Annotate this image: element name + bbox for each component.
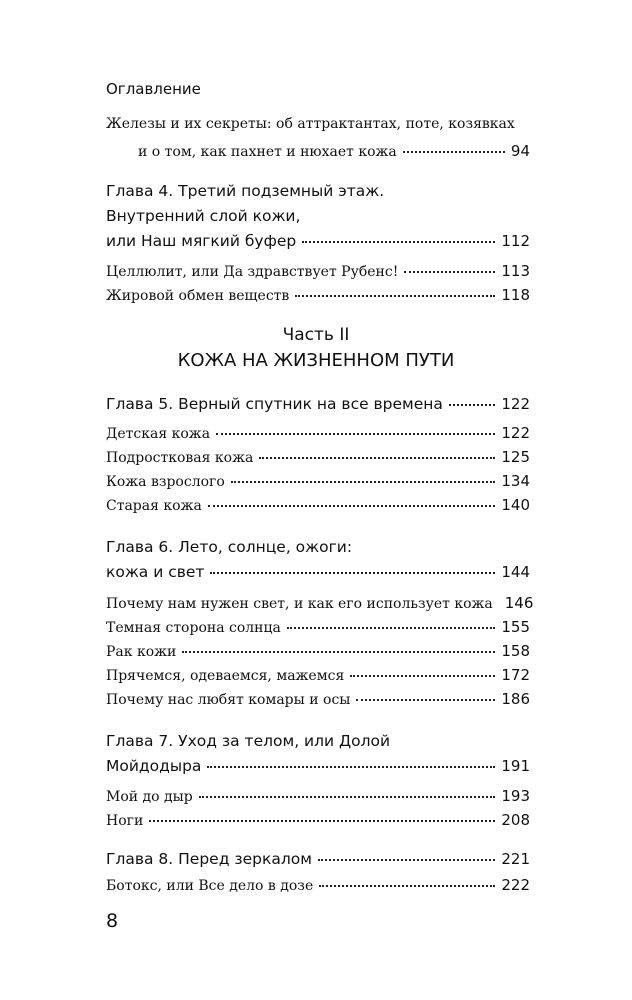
leader-dots xyxy=(302,241,495,243)
toc-entry-text: Кожа взрослого xyxy=(106,474,225,490)
leader-dots xyxy=(319,885,495,887)
toc-entry-text: Ноги xyxy=(106,813,144,829)
leader-dots xyxy=(210,572,495,574)
toc-entry-text: Глава 5. Верный спутник на все времена xyxy=(106,395,443,413)
page-ref: 155 xyxy=(501,618,530,636)
toc-chapter-6[interactable] xyxy=(106,563,530,581)
toc-entry-glands-line1: Железы и их секреты: об аттрактантах, поте, козявках xyxy=(106,116,515,132)
toc-entry-text: Старая кожа xyxy=(106,498,202,514)
page-ref: 158 xyxy=(501,642,530,660)
leader-dots xyxy=(149,820,495,822)
page-number: 8 xyxy=(106,910,119,932)
page-ref: 134 xyxy=(501,472,530,490)
leader-dots xyxy=(207,766,495,768)
toc-entry-text: Рак кожи xyxy=(106,644,177,660)
toc-entry-glands[interactable] xyxy=(138,142,530,160)
toc-entry-text: Жировой обмен веществ xyxy=(106,288,290,304)
leader-dots xyxy=(449,404,495,406)
toc-entry-adult-skin[interactable] xyxy=(106,472,530,490)
toc-entry-old-skin[interactable] xyxy=(106,496,530,514)
page-ref: 140 xyxy=(501,496,530,514)
toc-entry-child-skin[interactable] xyxy=(106,424,530,442)
leader-dots xyxy=(231,481,496,483)
part-title: КОЖА НА ЖИЗНЕННОМ ПУТИ xyxy=(177,350,455,371)
page-ref: 122 xyxy=(501,424,530,442)
toc-entry-cellulite[interactable] xyxy=(106,262,530,280)
page-ref: 112 xyxy=(501,232,530,250)
toc-entry-text: Мой до дыр xyxy=(106,789,193,805)
chapter-6-title-line1: Глава 6. Лето, солнце, ожоги: xyxy=(106,538,353,556)
chapter-4-title-line2: Внутренний слой кожи, xyxy=(106,207,301,225)
leader-dots xyxy=(403,151,505,153)
page-ref: 125 xyxy=(501,448,530,466)
leader-dots xyxy=(287,627,496,629)
page-ref: 146 xyxy=(504,594,534,612)
part-label: Часть II xyxy=(282,325,350,345)
chapter-7-title-line1: Глава 7. Уход за телом, или Долой xyxy=(106,732,391,750)
toc-entry-text: Темная сторона солнца xyxy=(106,620,281,636)
toc-entry-text: кожа и свет xyxy=(106,563,205,581)
leader-dots xyxy=(216,433,495,435)
page-ref: 172 xyxy=(501,666,530,684)
toc-entry-fat-metabolism[interactable] xyxy=(106,286,530,304)
toc-entry-feet[interactable] xyxy=(106,811,530,829)
page-ref: 118 xyxy=(501,286,530,304)
page-ref: 193 xyxy=(501,787,530,805)
leader-dots xyxy=(199,796,496,798)
leader-dots xyxy=(356,699,495,701)
leader-dots xyxy=(318,859,495,861)
page-ref: 113 xyxy=(501,262,530,280)
toc-entry-text: Подростковая кожа xyxy=(106,450,254,466)
page-ref: 191 xyxy=(501,757,530,775)
running-header: Оглавление xyxy=(106,80,201,98)
page-ref: 94 xyxy=(510,142,530,160)
toc-entry-text: или Наш мягкий буфер xyxy=(106,232,297,250)
toc-entry-text: и о том, как пахнет и нюхает кожа xyxy=(138,144,397,160)
toc-chapter-8[interactable] xyxy=(106,850,530,868)
toc-chapter-4[interactable] xyxy=(106,232,530,250)
chapter-4-title-line1: Глава 4. Третий подземный этаж. xyxy=(106,182,385,200)
toc-entry-skin-cancer[interactable] xyxy=(106,642,530,660)
toc-entry-text: Прячемся, одеваемся, мажемся xyxy=(106,668,345,684)
toc-entry-teen-skin[interactable] xyxy=(106,448,530,466)
page-ref: 221 xyxy=(501,850,530,868)
toc-entry-hide-dress[interactable] xyxy=(106,666,530,684)
toc-entry-text: Мойдодыра xyxy=(106,757,202,775)
leader-dots xyxy=(404,271,495,273)
toc-chapter-5[interactable] xyxy=(106,395,530,413)
toc-entry-text: Ботокс, или Все дело в дозе xyxy=(106,878,314,894)
page-ref: 186 xyxy=(501,690,530,708)
toc-entry-wash[interactable] xyxy=(106,787,530,805)
toc-entry-text: Детская кожа xyxy=(106,426,211,442)
toc-entry-mosquitoes[interactable] xyxy=(106,690,530,708)
toc-entry-botox[interactable] xyxy=(106,876,530,894)
page-ref: 144 xyxy=(501,563,530,581)
toc-entry-dark-side[interactable] xyxy=(106,618,530,636)
leader-dots xyxy=(295,295,495,297)
toc-entry-text: Почему нам нужен свет, и как его использует кожа xyxy=(106,596,493,612)
toc-entry-text: Целлюлит, или Да здравствует Рубенс! xyxy=(106,264,399,280)
toc-entry-text: Почему нас любят комары и осы xyxy=(106,692,351,708)
page-ref: 208 xyxy=(501,811,530,829)
page-ref: 222 xyxy=(501,876,530,894)
toc-chapter-7[interactable] xyxy=(106,757,530,775)
leader-dots xyxy=(182,651,495,653)
leader-dots xyxy=(350,675,495,677)
toc-entry-why-light[interactable] xyxy=(106,594,534,612)
page-ref: 122 xyxy=(501,395,530,413)
leader-dots xyxy=(259,457,495,459)
toc-entry-text: Глава 8. Перед зеркалом xyxy=(106,850,312,868)
leader-dots xyxy=(208,505,496,507)
